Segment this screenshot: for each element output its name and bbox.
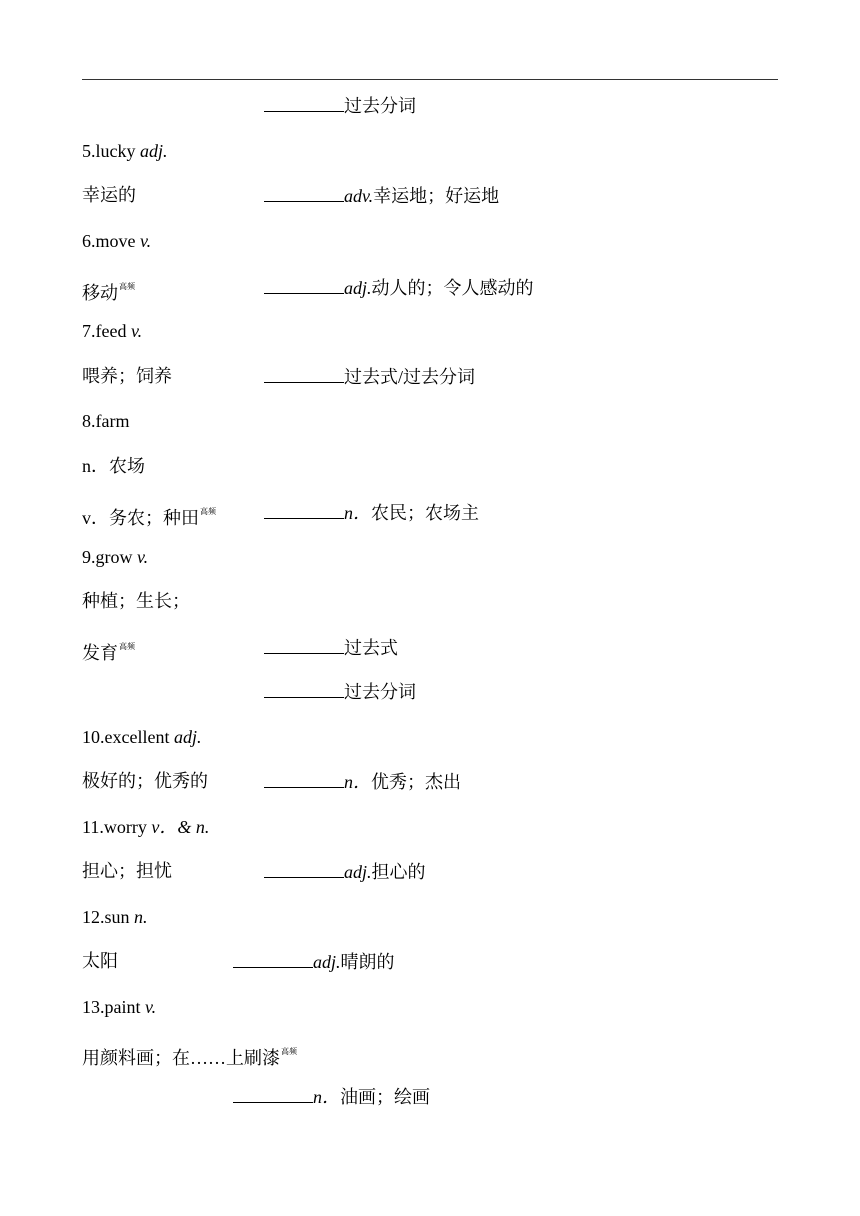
headword: 9.grow	[82, 547, 133, 567]
entry-meaning	[82, 501, 216, 529]
entry-head	[82, 726, 201, 748]
headword: 8.farm	[82, 411, 130, 431]
entry-head	[82, 140, 168, 162]
frequency-mark: 高频	[119, 282, 135, 291]
part-of-speech: adj.	[140, 141, 168, 161]
frequency-mark: 高频	[200, 507, 216, 516]
form-gloss: 过去分词	[344, 682, 416, 702]
entry-meaning: 幸运的	[82, 185, 136, 205]
form-line	[264, 501, 479, 524]
headword: 10.excellent	[82, 727, 170, 747]
headword: 7.feed	[82, 321, 127, 341]
form-gloss: 过去式/过去分词	[344, 367, 476, 387]
part-of-speech: v.	[140, 231, 152, 251]
meaning-text: v．务农；种田	[82, 508, 199, 528]
part-of-speech: v.	[130, 321, 143, 341]
form-gloss: 油画；绘画	[340, 1087, 430, 1107]
form-line	[233, 950, 395, 973]
entry-head	[82, 906, 148, 928]
answer-blank[interactable]	[264, 770, 344, 788]
entry-meaning	[82, 1041, 297, 1069]
entry-meaning: 种植；生长；	[82, 591, 190, 611]
form-line	[264, 276, 534, 299]
entry-meaning	[82, 276, 135, 304]
entry-meaning	[82, 636, 135, 664]
headword: 6.move	[82, 231, 136, 251]
part-of-speech: v．& n.	[151, 817, 210, 837]
answer-blank[interactable]	[233, 1085, 313, 1103]
meaning-text: 发育	[82, 643, 118, 663]
answer-blank[interactable]	[264, 365, 344, 383]
meaning-text: 移动	[82, 283, 118, 303]
form-pos: adj.	[344, 862, 372, 882]
form-gloss: 晴朗的	[340, 952, 395, 972]
form-line	[264, 770, 461, 793]
part-of-speech: v.	[145, 997, 157, 1017]
answer-blank[interactable]	[264, 94, 344, 112]
part-of-speech: adj.	[173, 727, 202, 747]
entry-head	[82, 410, 129, 432]
form-line	[264, 636, 398, 659]
meaning-text: 用颜料画；在……上刷漆	[82, 1048, 280, 1068]
form-gloss: 过去分词	[344, 96, 416, 116]
form-gloss: 农民；农场主	[371, 503, 479, 523]
form-line	[264, 184, 499, 207]
form-pos: adv.	[344, 186, 374, 206]
form-pos: adj.	[313, 952, 341, 972]
entry-head	[82, 546, 148, 568]
form-gloss: 担心的	[371, 862, 426, 882]
answer-blank[interactable]	[264, 680, 344, 698]
form-line	[264, 365, 475, 388]
entry-meaning: n．农场	[82, 456, 145, 476]
form-line	[264, 860, 426, 883]
headword: 5.lucky	[82, 141, 136, 161]
form-line	[264, 94, 416, 117]
entry-meaning: 太阳	[82, 951, 118, 971]
answer-blank[interactable]	[264, 860, 344, 878]
part-of-speech: v.	[137, 547, 149, 567]
headword: 13.paint	[82, 997, 141, 1017]
form-pos: n．	[313, 1087, 340, 1107]
frequency-mark: 高频	[281, 1047, 297, 1056]
form-gloss: 动人的；令人感动的	[371, 278, 534, 298]
header-rule	[82, 79, 778, 80]
form-line	[233, 1085, 430, 1108]
form-gloss: 幸运地；好运地	[373, 186, 500, 206]
entry-meaning: 担心；担忧	[82, 861, 172, 881]
entry-head	[82, 816, 209, 838]
form-pos: adj.	[344, 278, 372, 298]
entry-head	[82, 996, 156, 1018]
form-pos: n．	[344, 503, 371, 523]
answer-blank[interactable]	[233, 950, 313, 968]
answer-blank[interactable]	[264, 184, 344, 202]
form-pos: n．	[344, 772, 371, 792]
form-gloss: 过去式	[344, 638, 398, 658]
entry-head	[82, 320, 142, 342]
part-of-speech: n.	[134, 907, 148, 927]
frequency-mark: 高频	[119, 642, 135, 651]
entry-meaning: 极好的；优秀的	[82, 771, 208, 791]
form-line	[264, 680, 416, 703]
form-gloss: 优秀；杰出	[371, 772, 461, 792]
answer-blank[interactable]	[264, 276, 344, 294]
entry-head	[82, 230, 151, 252]
headword: 12.sun	[82, 907, 130, 927]
headword: 11.worry	[82, 817, 147, 837]
answer-blank[interactable]	[264, 501, 344, 519]
answer-blank[interactable]	[264, 636, 344, 654]
entry-meaning: 喂养；饲养	[82, 366, 172, 386]
